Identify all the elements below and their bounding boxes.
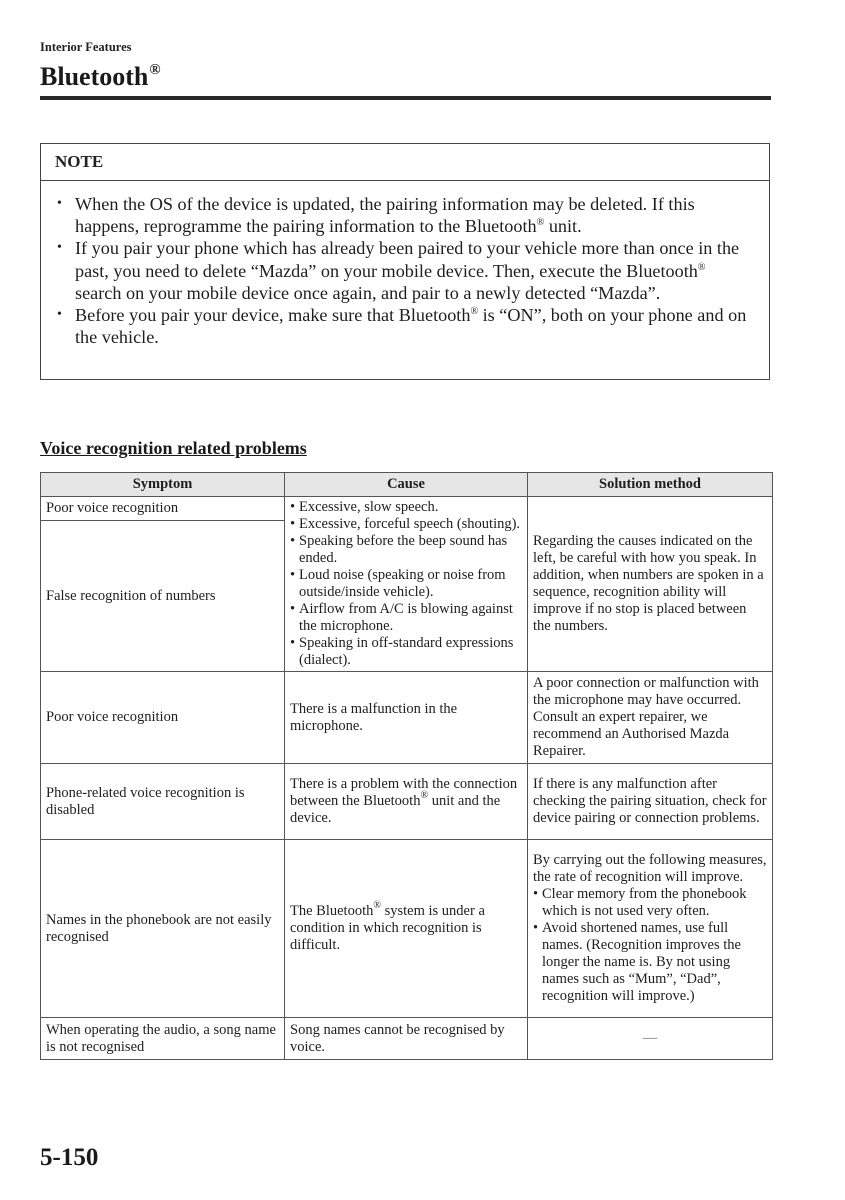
- solution-intro: By carrying out the following measures, the rate of recognition will improve.: [533, 852, 767, 885]
- cause-text: unit and the device.: [290, 793, 501, 826]
- note-heading: NOTE: [41, 144, 769, 181]
- list-item: [533, 886, 767, 920]
- list-item-text: Avoid shortened names, use full names. (Recognition improves the longer the name is. By not using names such as “Mum”, “Dad”, recognition will improve.): [542, 920, 741, 1004]
- note-list: [41, 181, 769, 348]
- table-header-row: [41, 473, 773, 497]
- solution-list: [533, 886, 767, 1005]
- list-item-text: Speaking before the beep sound has ended.: [299, 533, 508, 566]
- note-box: [40, 143, 770, 380]
- table-row: [41, 840, 773, 1018]
- section-label: Interior Features: [40, 40, 132, 54]
- cause-cell: [285, 840, 528, 1018]
- cause-cell: There is a malfunction in the microphone.: [285, 672, 528, 764]
- note-text: If you pair your phone which has already been paired to your vehicle more than once in the past, you need to delete “Mazda” on your mobile device. Then, execute the Bluetooth: [75, 238, 740, 281]
- symptom-cell: Poor voice recognition: [41, 672, 285, 764]
- solution-cell: Regarding the causes indicated on the left, be careful with how you speak. In addition, when numbers are spoken in a sequence, recognition ability will improve if no stop is placed between the numbers.: [528, 497, 773, 672]
- list-item-text: Excessive, forceful speech (shouting).: [299, 516, 521, 532]
- bullet-icon: •: [57, 240, 62, 256]
- list-item-text: Airflow from A/C is blowing against the microphone.: [299, 601, 513, 634]
- symptom-cell: Poor voice recognition: [41, 497, 285, 521]
- cause-cell: [285, 764, 528, 840]
- list-item: [290, 601, 522, 635]
- note-text: is “ON”, both on your phone and on the vehicle.: [75, 305, 747, 348]
- note-item: [57, 237, 749, 304]
- voice-recognition-table: [40, 472, 773, 1060]
- page-number: 5-150: [40, 1144, 99, 1171]
- list-item: [290, 567, 522, 601]
- note-text: unit.: [544, 216, 582, 237]
- list-item: [290, 516, 522, 533]
- bullet-icon: •: [57, 196, 62, 211]
- column-header-cause: Cause: [285, 473, 528, 497]
- note-item: [57, 193, 749, 237]
- registered-mark: ®: [373, 900, 381, 911]
- solution-cell: —: [528, 1018, 773, 1060]
- list-item-text: Loud noise (speaking or noise from outside/inside vehicle).: [299, 567, 506, 600]
- cause-list: [290, 499, 522, 669]
- cause-text: There is a problem with the connection between the Bluetooth: [290, 776, 518, 809]
- table-row: [41, 764, 773, 840]
- bullet-icon: •: [290, 567, 296, 583]
- note-text: search on your mobile device once again, and pair to a newly detected “Mazda”.: [75, 282, 661, 303]
- column-header-solution: Solution method: [528, 473, 773, 497]
- list-item: [533, 920, 767, 1005]
- registered-mark: ®: [420, 790, 429, 801]
- title-rule: [40, 96, 771, 100]
- bullet-icon: •: [290, 499, 296, 515]
- symptom-cell: Phone-related voice recognition is disabled: [41, 764, 285, 840]
- bullet-icon: •: [290, 516, 296, 532]
- registered-mark: ®: [470, 306, 479, 318]
- list-item-text: Speaking in off-standard expressions (dialect).: [299, 635, 514, 668]
- table-row: [41, 1018, 773, 1060]
- list-item-text: Clear memory from the phonebook which is not used very often.: [542, 886, 747, 919]
- column-header-symptom: Symptom: [41, 473, 285, 497]
- bullet-icon: •: [533, 920, 539, 936]
- cause-cell: Song names cannot be recognised by voice.: [285, 1018, 528, 1060]
- bullet-icon: •: [290, 635, 296, 651]
- bullet-icon: •: [57, 307, 62, 323]
- page-title-text: Bluetooth: [40, 62, 149, 91]
- note-text: Before you pair your device, make sure that Bluetooth: [75, 305, 471, 326]
- list-item: [290, 499, 522, 516]
- registered-mark: ®: [149, 62, 161, 78]
- registered-mark: ®: [697, 261, 706, 273]
- solution-cell: [528, 840, 773, 1018]
- note-text: When the OS of the device is updated, the pairing information may be deleted. If this happens, reprogramme the pairing information to the Bluetooth: [75, 194, 695, 237]
- list-item: [290, 635, 522, 669]
- table-row: [41, 672, 773, 764]
- note-item: [57, 304, 749, 348]
- cause-text: system is under a condition in which recognition is difficult.: [290, 903, 485, 953]
- section-heading: Voice recognition related problems: [40, 438, 307, 458]
- cause-text: The Bluetooth: [290, 903, 374, 919]
- solution-cell: If there is any malfunction after checking the pairing situation, check for device pairing or connection problems.: [528, 764, 773, 840]
- bullet-icon: •: [290, 601, 296, 617]
- symptom-cell: Names in the phonebook are not easily recognised: [41, 840, 285, 1018]
- list-item: [290, 533, 522, 567]
- symptom-cell: When operating the audio, a song name is not recognised: [41, 1018, 285, 1060]
- bullet-icon: •: [290, 533, 296, 549]
- table-row: [41, 497, 773, 521]
- symptom-cell: False recognition of numbers: [41, 521, 285, 672]
- registered-mark: ®: [536, 217, 545, 229]
- solution-cell: A poor connection or malfunction with the microphone may have occurred. Consult an expert repairer, we recommend an Authorised Mazda Repairer.: [528, 672, 773, 764]
- list-item-text: Excessive, slow speech.: [299, 499, 439, 515]
- cause-cell: [285, 497, 528, 672]
- bullet-icon: •: [533, 886, 539, 902]
- page-title: [40, 54, 161, 93]
